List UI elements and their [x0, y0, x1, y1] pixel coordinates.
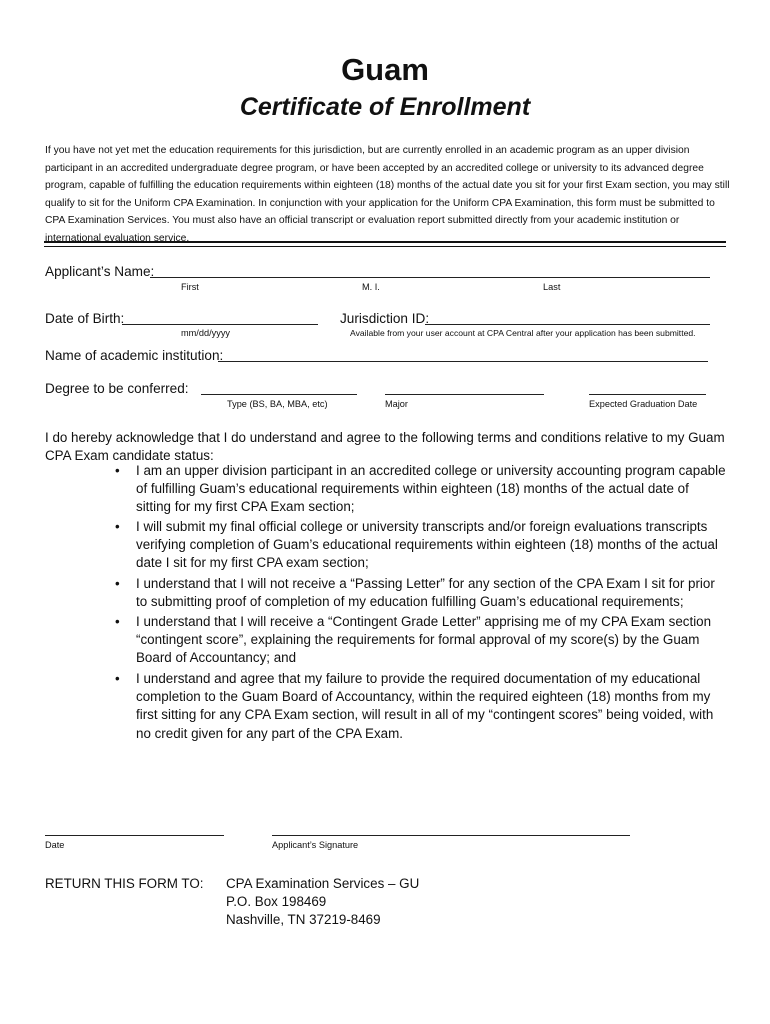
institution-field[interactable]	[218, 361, 708, 362]
list-item: I understand that I will receive a “Contingent Grade Letter” apprising me of my CPA Exam section “contingent score”, explaining the requirements for formal approval of my score(s) by the Guam Board of Accountancy; and	[136, 614, 712, 666]
bullet-icon: •	[115, 671, 120, 686]
dob-field[interactable]	[122, 324, 318, 325]
return-address-line1: CPA Examination Services – GU	[226, 876, 420, 891]
date-signature-label: Date	[45, 840, 65, 850]
date-signature-field[interactable]	[45, 835, 224, 836]
middle-initial-hint: M. I.	[362, 282, 380, 292]
intro-paragraph: If you have not yet met the education requirements for this jurisdiction, but are currently enrolled in an academic program as an upper division participant in an accredited undergraduate degree program, or have been accepted by an accredited college or university to its advanced degree program, capable of fulfilling the education requirements within eighteen (18) months of the actual date you sit for your first Exam section, you may still qualify to sit for the Uniform CPA Examination. In conjunction with your application for the Uniform CPA Examination, this form must be submitted to CPA Examination Services. You must also have an official transcript or evaluation report submitted directly from your academic institution or international evaluation service.	[45, 145, 730, 244]
applicant-name-field[interactable]	[150, 277, 710, 278]
institution-label: Name of academic institution:	[45, 348, 224, 363]
graduation-date-hint: Expected Graduation Date	[589, 399, 698, 409]
degree-label: Degree to be conferred:	[45, 381, 189, 396]
bullet-icon: •	[115, 614, 120, 629]
return-address-line2: P.O. Box 198469	[226, 894, 327, 909]
divider-thick	[44, 241, 726, 243]
list-item: I will submit my final official college or university transcripts and/or foreign evaluations transcripts verifying completion of Guam’s educational requirements within eighteen (18) months of the actual date I sit for my first CPA exam section;	[136, 519, 718, 571]
degree-type-hint: Type (BS, BA, MBA, etc)	[227, 399, 328, 409]
list-item: I am an upper division participant in an accredited college or university accounting program capable of fulfilling Guam’s educational requirements within eighteen (18) months of the actual date of sitting for my first CPA Exam section;	[136, 463, 726, 515]
applicant-signature-field[interactable]	[272, 835, 630, 836]
bullet-icon: •	[115, 576, 120, 591]
major-field[interactable]	[385, 394, 544, 395]
bullet-icon: •	[115, 519, 120, 534]
return-label: RETURN THIS FORM TO:	[45, 876, 204, 891]
jurisdiction-id-field[interactable]	[425, 324, 710, 325]
list-item: I understand and agree that my failure to provide the required documentation of my educational completion to the Guam Board of Accountancy, within the required eighteen (18) months from my first sitting for any CPA Exam section, will result in all of my “contingent scores” being voided, with no credit given for any part of the CPA Exam.	[136, 671, 714, 741]
last-name-hint: Last	[543, 282, 561, 292]
applicant-name-label: Applicant’s Name:	[45, 264, 155, 279]
major-hint: Major	[385, 399, 408, 409]
acknowledgement-intro: I do hereby acknowledge that I do understand and agree to the following terms and conditions relative to my Guam CPA Exam candidate status:	[45, 430, 725, 464]
list-item: I understand that I will not receive a “Passing Letter” for any section of the CPA Exam I sit for prior to submitting proof of completion of my education fulfilling Guam’s educational requirements;	[136, 576, 715, 610]
page-subtitle: Certificate of Enrollment	[239, 93, 531, 121]
dob-hint: mm/dd/yyyy	[181, 328, 231, 338]
return-address-line3: Nashville, TN 37219-8469	[226, 912, 381, 927]
divider-thin	[44, 246, 726, 247]
bullet-icon: •	[115, 463, 120, 478]
first-name-hint: First	[181, 282, 199, 292]
dob-label: Date of Birth:	[45, 311, 125, 326]
applicant-signature-label: Applicant’s Signature	[272, 840, 359, 850]
graduation-date-field[interactable]	[589, 394, 706, 395]
degree-type-field[interactable]	[201, 394, 357, 395]
jurisdiction-id-label: Jurisdiction ID:	[340, 311, 430, 326]
page-title: Guam	[341, 52, 429, 87]
jurisdiction-id-hint: Available from your user account at CPA Central after your application has been submitted.	[350, 328, 696, 338]
